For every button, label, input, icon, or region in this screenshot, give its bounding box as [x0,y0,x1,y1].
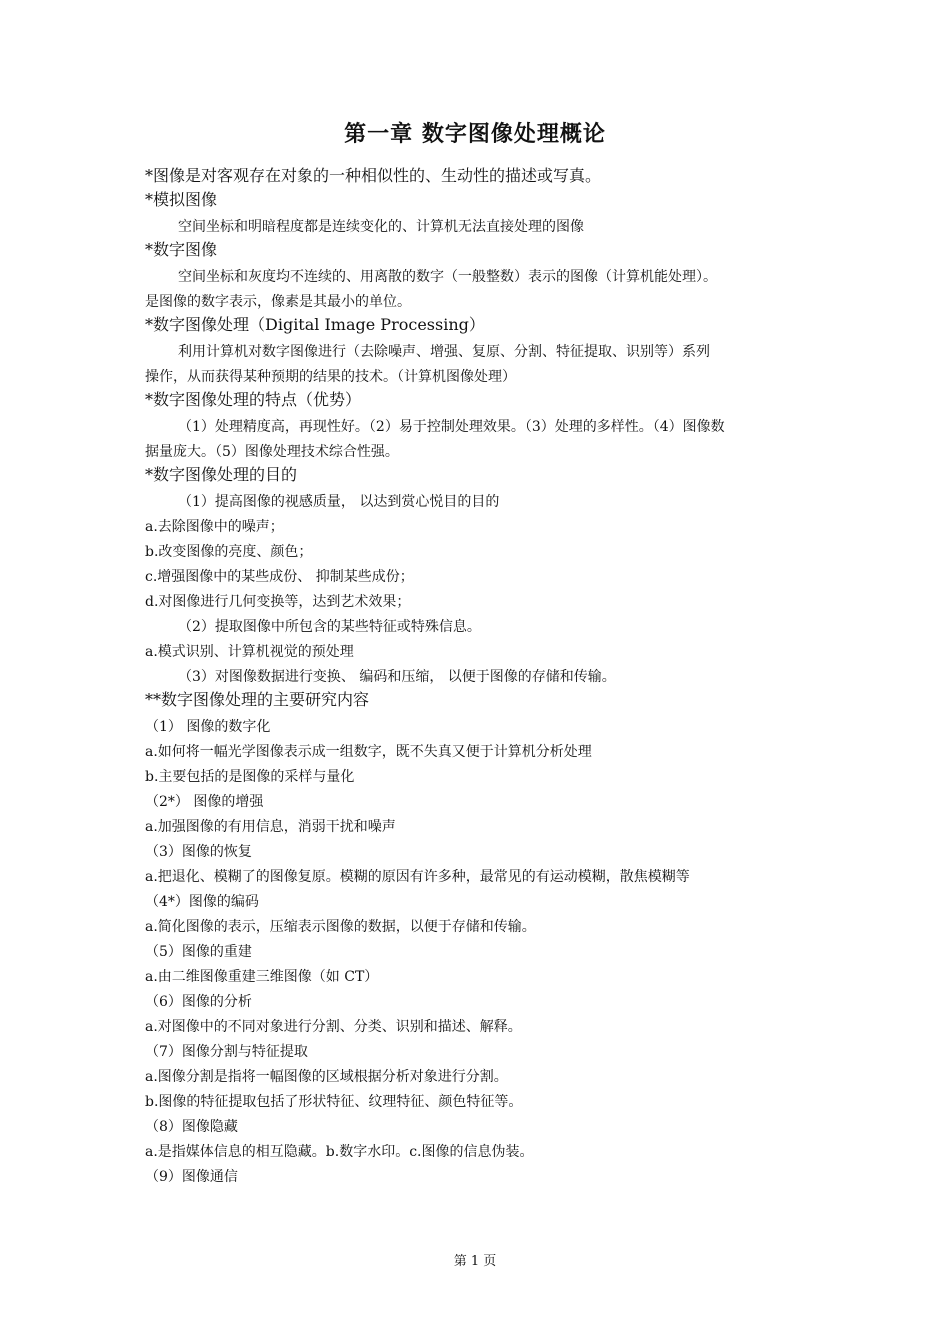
body-text-line: b.改变图像的亮度、颜色； [145,544,313,560]
body-text-line: （2*） 图像的增强 [145,794,264,810]
section-heading: **数字图像处理的主要研究内容 [145,690,370,709]
section-heading: *图像是对客观存在对象的一种相似性的、生动性的描述或写真。 [145,166,602,185]
body-text-line: a.是指媒体信息的相互隐藏。b.数字水印。c.图像的信息伪装。 [145,1144,534,1160]
body-text-line: 是图像的数字表示，像素是其最小的单位。 [145,294,411,310]
body-text-line: （9）图像通信 [145,1169,238,1185]
body-text-line: 空间坐标和明暗程度都是连续变化的、计算机无法直接处理的图像 [178,219,584,235]
section-heading: *数字图像 [145,240,218,259]
body-text-line: a.加强图像的有用信息，消弱干扰和噪声 [145,819,396,835]
body-text-line: 空间坐标和灰度均不连续的、用离散的数字（一般整数）表示的图像（计算机能处理）。 [178,269,717,285]
body-text-line: a.把退化、模糊了的图像复原。模糊的原因有许多种，最常见的有运动模糊，散焦模糊等 [145,869,690,885]
body-text-line: a.对图像中的不同对象进行分割、分类、识别和描述、解释。 [145,1019,522,1035]
section-heading: *数字图像处理的特点（优势） [145,390,362,409]
body-text-line: b.主要包括的是图像的采样与量化 [145,769,355,785]
body-text-line: （4*）图像的编码 [145,894,259,910]
body-text-line: （7）图像分割与特征提取 [145,1044,308,1060]
body-text-line: d.对图像进行几何变换等，达到艺术效果； [145,594,411,610]
body-text-line: a.图像分割是指将一幅图像的区域根据分析对象进行分割。 [145,1069,508,1085]
body-text-line: （1）处理精度高，再现性好。（2）易于控制处理效果。（3）处理的多样性。（4）图像数 [178,419,725,435]
section-heading: *数字图像处理（Digital Image Processing） [145,315,485,334]
body-text-line: （6）图像的分析 [145,994,252,1010]
chapter-title: 第一章 数字图像处理概论 [344,122,606,147]
body-text-line: （1） 图像的数字化 [145,719,271,735]
section-heading: *模拟图像 [145,190,218,209]
body-text-line: （3）图像的恢复 [145,844,252,860]
body-text-line: a.由二维图像重建三维图像（如 CT） [145,969,379,985]
body-text-line: b.图像的特征提取包括了形状特征、纹理特征、颜色特征等。 [145,1094,523,1110]
section-heading: *数字图像处理的目的 [145,465,298,484]
body-text-line: （1）提高图像的视感质量， 以达到赏心悦目的目的 [178,494,500,510]
body-text-line: c.增强图像中的某些成份、 抑制某些成份； [145,569,414,585]
body-text-line: 利用计算机对数字图像进行（去除噪声、增强、复原、分割、特征提取、识别等）系列 [178,344,710,360]
page-number: 第 1 页 [453,1254,497,1269]
body-text-line: （8）图像隐藏 [145,1119,238,1135]
body-text-line: a.模式识别、计算机视觉的预处理 [145,644,354,660]
body-text-line: 操作，从而获得某种预期的结果的技术。（计算机图像处理） [145,369,516,385]
body-text-line: a.如何将一幅光学图像表示成一组数字，既不失真又便于计算机分析处理 [145,744,592,760]
body-text-line: 据量庞大。（5）图像处理技术综合性强。 [145,444,399,460]
body-text-line: a.简化图像的表示，压缩表示图像的数据，以便于存储和传输。 [145,919,536,935]
body-text-line: a.去除图像中的噪声； [145,519,284,535]
body-text-line: （5）图像的重建 [145,944,252,960]
body-text-line: （3）对图像数据进行变换、 编码和压缩， 以便于图像的存储和传输。 [178,669,616,685]
body-text-line: （2）提取图像中所包含的某些特征或特殊信息。 [178,619,481,635]
